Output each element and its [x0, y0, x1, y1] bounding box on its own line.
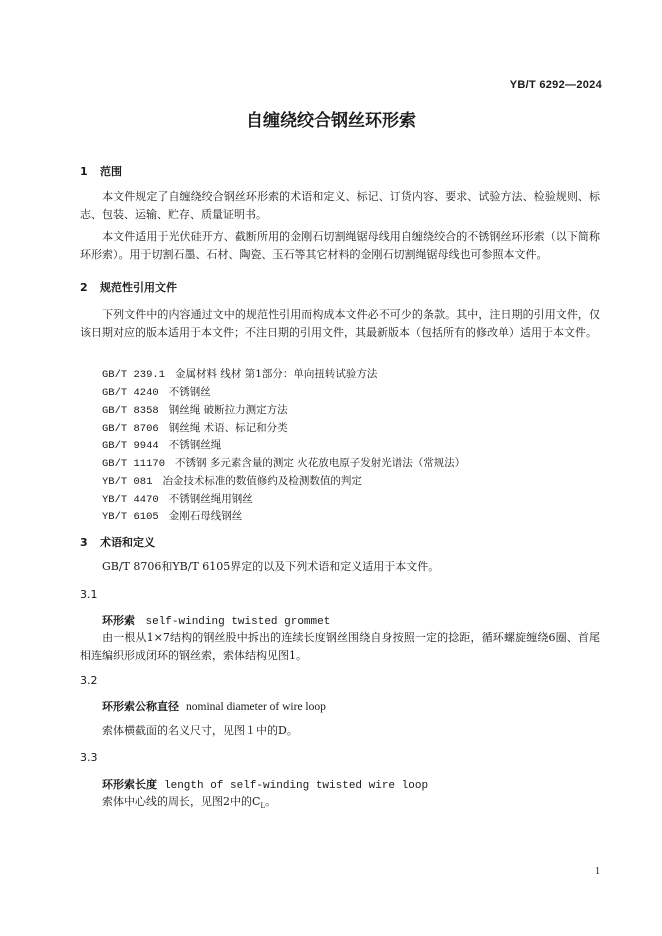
- reference-title: 金属材料 线材 第1部分：单向扭转试验方法: [175, 368, 378, 380]
- paragraph-text: 本文件规定了自缠绕绞合钢丝环形索的术语和定义、标记、订货内容、要求、试验方法、检验规则、标志、包装、运输、贮存、质量证明书。: [80, 190, 600, 221]
- reference-item: [102, 420, 288, 435]
- section-2-heading: [80, 279, 177, 295]
- definition-end: 。: [265, 795, 277, 808]
- paragraph-text: 本文件适用于光伏硅开方、截断所用的金刚石切割绳锯母线用自缠绕绞合的不锈钢丝环形索（以下简称环形索）。用于切割石墨、石材、陶瓷、玉石等其它材料的金刚石切割绳锯母线也可参照本文件。: [80, 230, 600, 261]
- reference-code: YB/T 081: [102, 476, 153, 488]
- term-3-2-definition: [80, 722, 600, 740]
- term-3-3-heading: [102, 776, 428, 792]
- reference-code: GB/T 11170: [102, 458, 166, 470]
- section-number: 2: [80, 281, 88, 294]
- section-1-paragraph-2: [80, 228, 600, 264]
- term-3-1-definition: [80, 629, 600, 665]
- section-1-paragraph-1: [80, 188, 600, 224]
- term-chinese: 环形索长度: [102, 778, 157, 791]
- term-number: 3.2: [80, 674, 98, 687]
- reference-item: [102, 491, 253, 506]
- reference-title: 不锈钢 多元素含量的测定 火花放电原子发射光谱法（常规法）: [175, 457, 466, 469]
- reference-code: GB/T 239.1: [102, 369, 166, 381]
- reference-code: GB/T 8358: [102, 405, 159, 417]
- term-number: 3.3: [80, 751, 98, 764]
- term-chinese: 环形索: [102, 614, 135, 627]
- reference-item: [102, 402, 288, 417]
- term-3-2-heading: [102, 698, 326, 714]
- paragraph-text: GB/T 8706和YB/T 6105界定的以及下列术语和定义适用于本文件。: [102, 560, 440, 573]
- term-3-1-heading: [102, 612, 330, 628]
- reference-code: GB/T 9944: [102, 440, 159, 452]
- reference-title: 不锈钢丝绳用钢丝: [168, 493, 253, 505]
- section-3-paragraph-1: [80, 558, 600, 576]
- term-chinese: 环形索公称直径: [102, 700, 179, 713]
- term-english: length of self-winding twisted wire loop: [164, 780, 429, 792]
- section-number: 3: [80, 536, 88, 549]
- section-title: 范围: [100, 165, 122, 178]
- reference-title: 冶金技术标准的数值修约及检测数值的判定: [162, 475, 362, 487]
- term-english: nominal diameter of wire loop: [186, 701, 326, 713]
- reference-item: [102, 473, 362, 488]
- subscript-l: L: [260, 802, 266, 811]
- reference-item: [102, 366, 377, 381]
- reference-item: [102, 508, 242, 523]
- term-3-3-definition: [80, 793, 600, 815]
- definition-text: 索体中心线的周长，见图2中的C: [102, 795, 261, 808]
- paragraph-text: 下列文件中的内容通过文中的规范性引用而构成本文件必不可少的条款。其中，注日期的引用文件，仅该日期对应的版本适用于本文件；不注日期的引用文件，其最新版本（包括所有的修改单）适用于本文件。: [80, 308, 600, 339]
- reference-item: [102, 455, 465, 470]
- reference-title: 钢丝绳 术语、标记和分类: [168, 422, 288, 434]
- section-3-heading: [80, 534, 155, 550]
- reference-item: [102, 437, 221, 452]
- reference-code: GB/T 8706: [102, 423, 159, 435]
- reference-title: 金刚石母线钢丝: [168, 510, 243, 522]
- section-number: 1: [80, 165, 88, 178]
- section-2-paragraph-1: [80, 306, 600, 342]
- term-english: self-winding twisted grommet: [145, 616, 331, 628]
- reference-title: 不锈钢丝绳: [168, 439, 222, 451]
- page-number: 1: [595, 866, 600, 877]
- definition-text: 索体横截面的名义尺寸，见图１中的D。: [102, 724, 298, 737]
- reference-code: YB/T 6105: [102, 511, 159, 523]
- term-number: 3.1: [80, 588, 98, 601]
- reference-item: [102, 384, 211, 399]
- section-title: 规范性引用文件: [100, 281, 177, 294]
- reference-title: 不锈钢丝: [168, 386, 211, 398]
- reference-code: YB/T 4470: [102, 494, 159, 506]
- document-title: 自缠绕绞合钢丝环形索: [246, 111, 416, 131]
- section-1-heading: [80, 163, 122, 179]
- section-title: 术语和定义: [100, 536, 155, 549]
- definition-text: 由一根从1×7结构的钢丝股中拆出的连续长度钢丝围绕自身按照一定的捻距，循环螺旋缠绕6圈、首尾相连编织形成闭环的钢丝索，索体结构见图1。: [80, 631, 600, 662]
- reference-title: 钢丝绳 破断拉力测定方法: [168, 404, 288, 416]
- reference-code: GB/T 4240: [102, 387, 159, 399]
- standard-number: YB/T 6292—2024: [509, 79, 602, 91]
